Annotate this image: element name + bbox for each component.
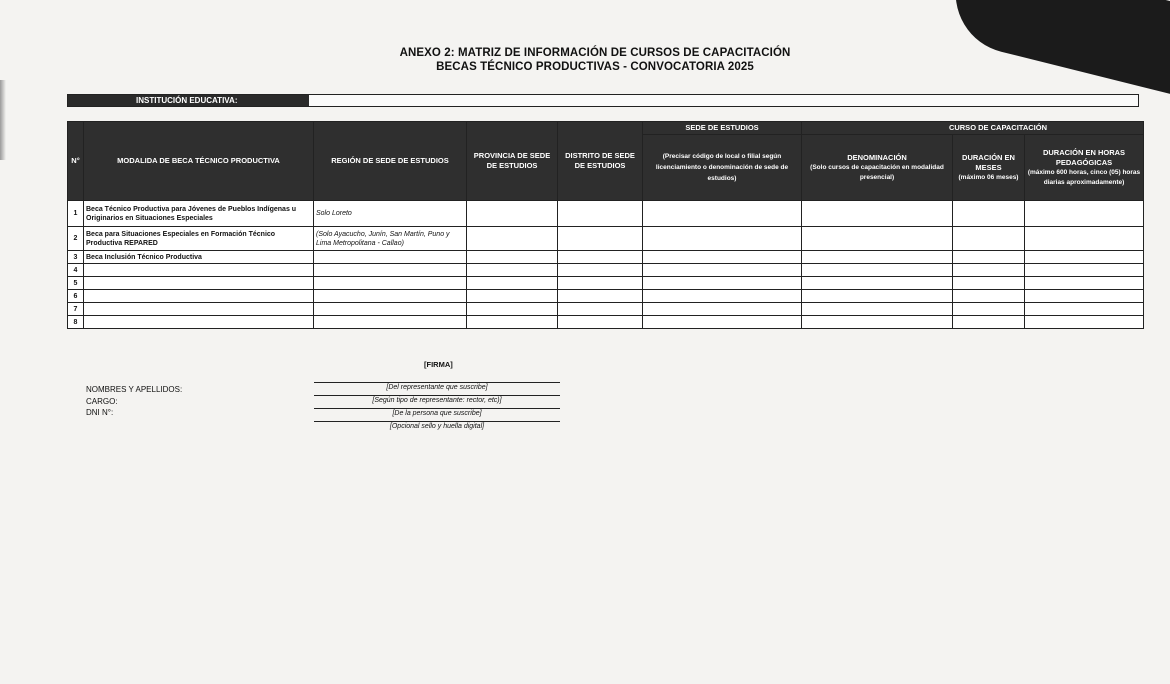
row-duracion-meses[interactable] bbox=[953, 227, 1025, 251]
row-duracion-horas[interactable] bbox=[1025, 201, 1144, 227]
row-duracion-meses[interactable] bbox=[953, 264, 1025, 277]
row-distrito[interactable] bbox=[558, 303, 643, 316]
row-provincia[interactable] bbox=[467, 303, 558, 316]
row-modalidad[interactable] bbox=[84, 316, 314, 329]
row-duracion-horas[interactable] bbox=[1025, 264, 1144, 277]
header-duracion-horas bbox=[1025, 135, 1144, 201]
row-distrito[interactable] bbox=[558, 277, 643, 290]
row-region[interactable]: Solo Loreto bbox=[314, 201, 467, 227]
row-number: 3 bbox=[68, 251, 84, 264]
row-modalidad[interactable] bbox=[84, 277, 314, 290]
row-provincia[interactable] bbox=[467, 251, 558, 264]
header-denominacion bbox=[802, 135, 953, 201]
photo-shadow-edge bbox=[0, 80, 6, 160]
header-num: N° bbox=[68, 122, 84, 201]
header-duracion-meses-sub: (máximo 06 meses) bbox=[958, 173, 1019, 181]
row-duracion-meses[interactable] bbox=[953, 277, 1025, 290]
signature-row-cargo bbox=[86, 395, 566, 407]
row-codigo[interactable] bbox=[643, 316, 802, 329]
table-row bbox=[68, 251, 1144, 264]
row-codigo[interactable] bbox=[643, 227, 802, 251]
row-modalidad: Beca Inclusión Técnico Productiva bbox=[84, 251, 314, 264]
row-modalidad: Beca para Situaciones Especiales en Formación Técnico Productiva REPARED bbox=[84, 227, 314, 251]
row-duracion-horas[interactable] bbox=[1025, 316, 1144, 329]
table-group-header-row bbox=[68, 122, 1144, 135]
row-number: 5 bbox=[68, 277, 84, 290]
row-codigo[interactable] bbox=[643, 277, 802, 290]
signature-row-seal bbox=[86, 421, 566, 433]
signature-row-dni bbox=[86, 408, 566, 420]
row-distrito[interactable] bbox=[558, 316, 643, 329]
row-distrito[interactable] bbox=[558, 290, 643, 303]
row-distrito[interactable] bbox=[558, 227, 643, 251]
row-denominacion[interactable] bbox=[802, 201, 953, 227]
row-region[interactable] bbox=[314, 251, 467, 264]
header-distrito: DISTRITO DE SEDE DE ESTUDIOS bbox=[558, 122, 643, 201]
row-duracion-horas[interactable] bbox=[1025, 277, 1144, 290]
table-row bbox=[68, 227, 1144, 251]
institution-label: INSTITUCIÓN EDUCATIVA: bbox=[68, 95, 309, 106]
row-provincia[interactable] bbox=[467, 227, 558, 251]
row-distrito[interactable] bbox=[558, 201, 643, 227]
header-duracion-meses bbox=[953, 135, 1025, 201]
row-number: 1 bbox=[68, 201, 84, 227]
row-provincia[interactable] bbox=[467, 264, 558, 277]
cargo-label: CARGO: bbox=[86, 397, 118, 406]
header-region: REGIÓN DE SEDE DE ESTUDIOS bbox=[314, 122, 467, 201]
institution-field[interactable] bbox=[309, 95, 1138, 106]
group-header-sede: SEDE DE ESTUDIOS bbox=[643, 122, 802, 135]
table-row bbox=[68, 303, 1144, 316]
row-modalidad: Beca Técnico Productiva para Jóvenes de Pueblos Indígenas u Originarios en Situaciones Especiales bbox=[84, 201, 314, 227]
row-modalidad[interactable] bbox=[84, 303, 314, 316]
row-denominacion[interactable] bbox=[802, 227, 953, 251]
header-duracion-meses-title: DURACIÓN EN MESES bbox=[962, 152, 1015, 172]
row-duracion-meses[interactable] bbox=[953, 251, 1025, 264]
title-line-2: BECAS TÉCNICO PRODUCTIVAS - CONVOCATORIA 2025 bbox=[436, 61, 754, 73]
table-row bbox=[68, 316, 1144, 329]
dni-label: DNI N°: bbox=[86, 408, 114, 417]
row-denominacion[interactable] bbox=[802, 316, 953, 329]
row-duracion-meses[interactable] bbox=[953, 290, 1025, 303]
row-modalidad[interactable] bbox=[84, 264, 314, 277]
row-number: 2 bbox=[68, 227, 84, 251]
header-codigo bbox=[643, 135, 802, 201]
row-modalidad[interactable] bbox=[84, 290, 314, 303]
institution-row bbox=[67, 94, 1139, 107]
row-provincia[interactable] bbox=[467, 277, 558, 290]
names-line[interactable]: [Del representante que suscribe] bbox=[314, 382, 560, 392]
document-title bbox=[300, 46, 890, 74]
row-region[interactable] bbox=[314, 277, 467, 290]
row-provincia[interactable] bbox=[467, 201, 558, 227]
row-duracion-meses[interactable] bbox=[953, 201, 1025, 227]
row-denominacion[interactable] bbox=[802, 264, 953, 277]
header-denominacion-sub: (Solo cursos de capacitación en modalidad presencial) bbox=[810, 163, 944, 181]
row-denominacion[interactable] bbox=[802, 303, 953, 316]
row-duracion-horas[interactable] bbox=[1025, 251, 1144, 264]
row-number: 7 bbox=[68, 303, 84, 316]
row-region[interactable] bbox=[314, 303, 467, 316]
dni-line[interactable]: [De la persona que suscribe] bbox=[314, 408, 560, 418]
photo-shadow-corner bbox=[943, 0, 1170, 100]
row-denominacion[interactable] bbox=[802, 251, 953, 264]
row-region[interactable] bbox=[314, 264, 467, 277]
courses-matrix-table bbox=[67, 121, 1144, 329]
row-distrito[interactable] bbox=[558, 264, 643, 277]
row-provincia[interactable] bbox=[467, 316, 558, 329]
header-modalidad: MODALIDA DE BECA TÉCNICO PRODUCTIVA bbox=[84, 122, 314, 201]
row-duracion-horas[interactable] bbox=[1025, 227, 1144, 251]
row-region[interactable] bbox=[314, 316, 467, 329]
table-row bbox=[68, 290, 1144, 303]
group-header-curso: CURSO DE CAPACITACIÓN bbox=[802, 122, 1144, 135]
header-duracion-horas-title: DURACIÓN EN HORAS PEDAGÓGICAS bbox=[1042, 147, 1126, 167]
table-row bbox=[68, 201, 1144, 227]
table-row bbox=[68, 277, 1144, 290]
row-provincia[interactable] bbox=[467, 290, 558, 303]
table-row bbox=[68, 264, 1144, 277]
header-duracion-horas-sub: (máximo 600 horas, cinco (05) horas diarias aproximadamente) bbox=[1027, 168, 1141, 186]
row-codigo[interactable] bbox=[643, 264, 802, 277]
title-line-1: ANEXO 2: MATRIZ DE INFORMACIÓN DE CURSOS DE CAPACITACIÓN bbox=[399, 47, 791, 59]
row-number: 8 bbox=[68, 316, 84, 329]
row-duracion-meses[interactable] bbox=[953, 303, 1025, 316]
signature-row-names bbox=[86, 382, 566, 394]
header-provincia: PROVINCIA DE SEDE DE ESTUDIOS bbox=[467, 122, 558, 201]
row-number: 6 bbox=[68, 290, 84, 303]
row-region[interactable] bbox=[314, 290, 467, 303]
names-label: NOMBRES Y APELLIDOS: bbox=[86, 385, 183, 394]
row-duracion-horas[interactable] bbox=[1025, 290, 1144, 303]
cargo-line[interactable]: [Según tipo de representante: rector, etc)] bbox=[314, 395, 560, 405]
firma-label: [FIRMA] bbox=[424, 360, 453, 369]
seal-line[interactable]: [Opcional sello y huella digital] bbox=[314, 421, 560, 431]
row-denominacion[interactable] bbox=[802, 277, 953, 290]
row-codigo[interactable] bbox=[643, 290, 802, 303]
row-number: 4 bbox=[68, 264, 84, 277]
row-region[interactable]: (Solo Ayacucho, Junín, San Martín, Puno y Lima Metropolitana - Callao) bbox=[314, 227, 467, 251]
header-codigo-sub: (Precisar código de local o filial según licenciamiento o denominación de sede de estudios) bbox=[655, 153, 789, 182]
row-denominacion[interactable] bbox=[802, 290, 953, 303]
row-distrito[interactable] bbox=[558, 251, 643, 264]
row-duracion-horas[interactable] bbox=[1025, 303, 1144, 316]
row-codigo[interactable] bbox=[643, 303, 802, 316]
row-codigo[interactable] bbox=[643, 201, 802, 227]
row-duracion-meses[interactable] bbox=[953, 316, 1025, 329]
header-denominacion-title: DENOMINACIÓN bbox=[847, 152, 907, 162]
row-codigo[interactable] bbox=[643, 251, 802, 264]
